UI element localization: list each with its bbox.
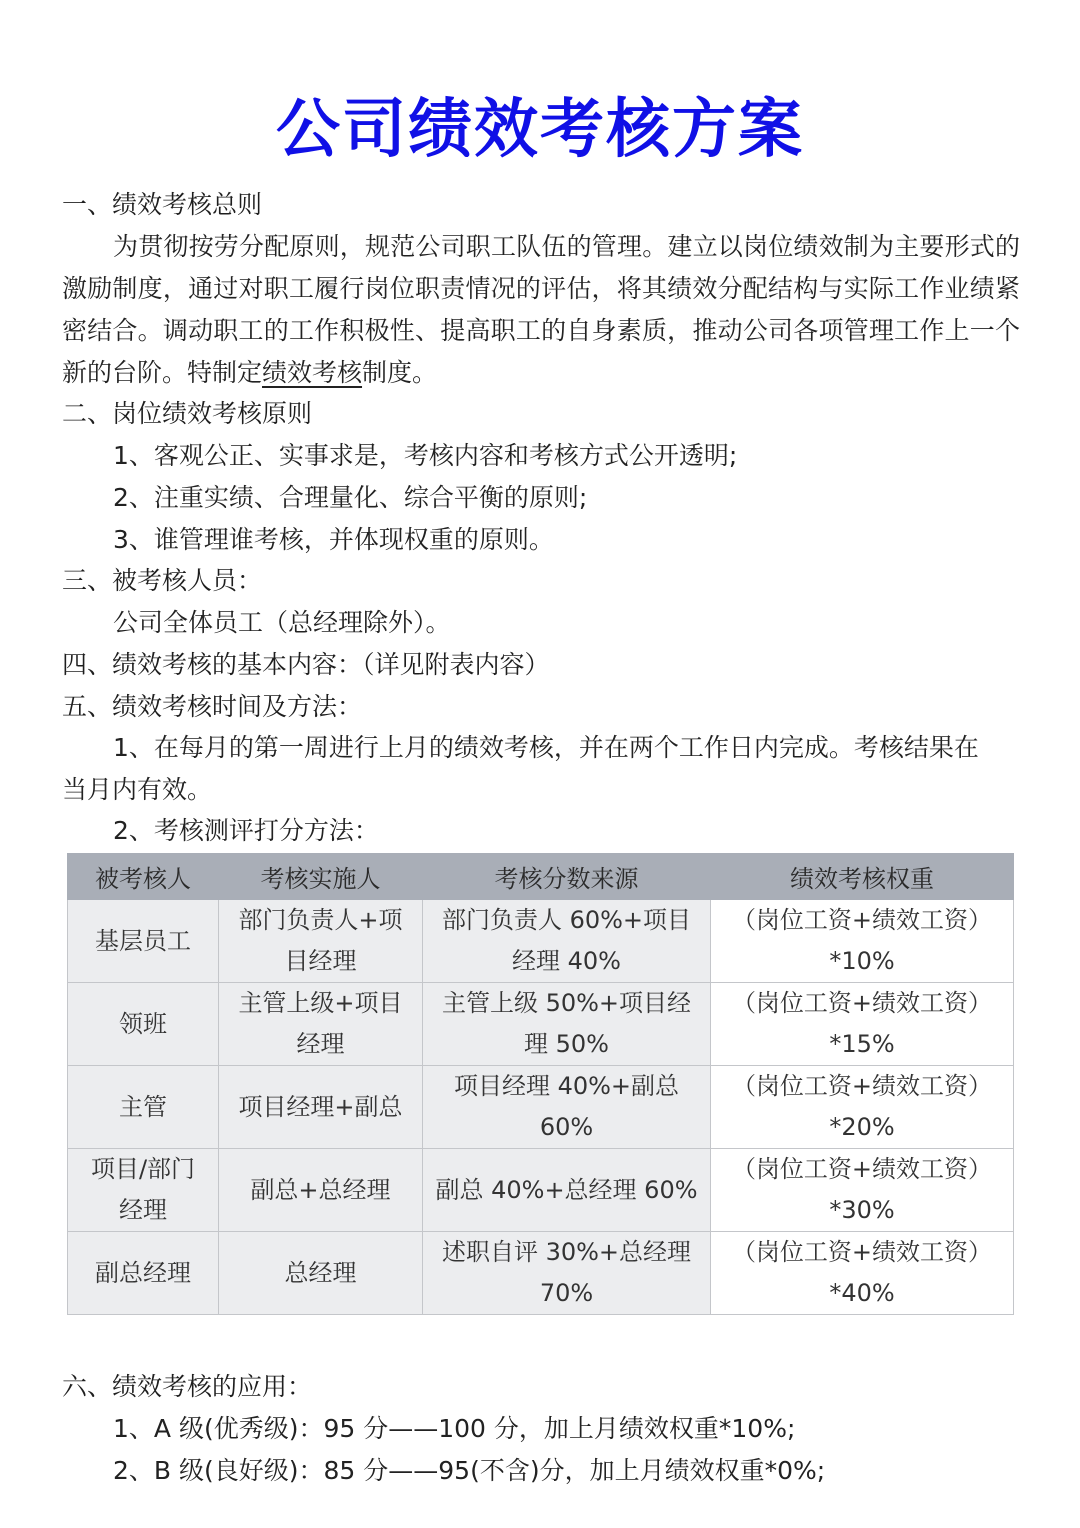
section-1-text: 为贯彻按劳分配原则，规范公司职工队伍的管理。建立以岗位绩效制为主要形式的激励制度，通过对职工履行岗位职责情况的评估，将其绩效分配结构与实际工作业绩紧密结合。调动职工的工作积极性、提高职工的自身素质，推动公司各项管理工作上一个新的台阶。特制定 bbox=[62, 232, 1020, 387]
cell-weight bbox=[711, 1149, 1014, 1232]
header-weight: 绩效考核权重 bbox=[711, 854, 1014, 900]
cell-text: 项目经理 40%+副总 bbox=[453, 1072, 680, 1100]
cell-assessor bbox=[219, 1149, 423, 1232]
header-assessee: 被考核人 bbox=[68, 854, 219, 900]
cell-weight bbox=[711, 983, 1014, 1066]
cell-text: 目经理 bbox=[284, 947, 357, 975]
cell-assessor bbox=[219, 1066, 423, 1149]
cell-assessor bbox=[219, 1232, 423, 1315]
cell-text: 副总+总经理 bbox=[250, 1175, 391, 1204]
section-5-heading: 五、绩效考核时间及方法： bbox=[62, 692, 363, 721]
cell-text: 述职自评 30%+总经理 bbox=[441, 1238, 692, 1266]
cell-text: （岗位工资+绩效工资） bbox=[731, 1155, 993, 1183]
section-1-paragraph bbox=[62, 226, 1020, 394]
cell-text: 部门负责人 60%+项目 bbox=[441, 906, 692, 934]
grade-item: 2、B 级(良好级)：85 分——95(不含)分，加上月绩效权重*0%; bbox=[113, 1456, 826, 1485]
cell-text: 经理 bbox=[296, 1030, 345, 1058]
cell-text: （岗位工资+绩效工资） bbox=[731, 1072, 993, 1100]
cell-assessee bbox=[68, 1232, 219, 1315]
cell-text: *30% bbox=[829, 1196, 895, 1224]
cell-text: 项目/部门 bbox=[90, 1155, 196, 1183]
section-2-heading: 二、岗位绩效考核原则 bbox=[62, 399, 313, 428]
cell-assessor bbox=[219, 900, 423, 983]
cell-weight bbox=[711, 1066, 1014, 1149]
cell-text: 主管上级 50%+项目经 bbox=[441, 989, 692, 1017]
header-assessor: 考核实施人 bbox=[219, 854, 423, 900]
cell-score-source bbox=[423, 1149, 711, 1232]
cell-weight bbox=[711, 1232, 1014, 1315]
table-row bbox=[68, 1149, 1014, 1232]
performance-review-link[interactable]: 绩效考核 bbox=[262, 358, 363, 387]
cell-score-source bbox=[423, 1066, 711, 1149]
section-1-heading: 一、绩效考核总则 bbox=[62, 190, 263, 219]
section-1-text-end: 制度。 bbox=[362, 358, 438, 387]
cell-text: （岗位工资+绩效工资） bbox=[731, 1238, 993, 1266]
principle-item: 1、客观公正、实事求是，考核内容和考核方式公开透明; bbox=[113, 441, 738, 470]
cell-text: 理 50% bbox=[524, 1030, 609, 1058]
cell-assessee bbox=[68, 900, 219, 983]
principle-item: 3、谁管理谁考核，并体现权重的原则。 bbox=[113, 525, 554, 554]
cell-assessee bbox=[68, 983, 219, 1066]
cell-score-source bbox=[423, 900, 711, 983]
cell-text: 总经理 bbox=[284, 1258, 357, 1287]
cell-text: 主管 bbox=[119, 1092, 167, 1121]
cell-score-source bbox=[423, 1232, 711, 1315]
table-row bbox=[68, 900, 1014, 983]
cell-text: 经理 bbox=[119, 1196, 167, 1224]
cell-weight bbox=[711, 900, 1014, 983]
principle-item: 2、注重实绩、合理量化、综合平衡的原则; bbox=[113, 483, 588, 512]
cell-text: 项目经理+副总 bbox=[238, 1092, 403, 1121]
table-row bbox=[68, 1066, 1014, 1149]
cell-text: （岗位工资+绩效工资） bbox=[731, 989, 993, 1017]
cell-text: 部门负责人+项 bbox=[238, 906, 403, 934]
cell-text: *10% bbox=[829, 947, 895, 975]
cell-text: 70% bbox=[539, 1279, 594, 1307]
cell-text: 经理 40% bbox=[512, 947, 621, 975]
cell-text: 副总经理 bbox=[95, 1258, 191, 1287]
cell-text: *40% bbox=[829, 1279, 895, 1307]
cell-text: （岗位工资+绩效工资） bbox=[731, 906, 993, 934]
cell-text: 主管上级+项目 bbox=[238, 989, 403, 1017]
cell-assessee bbox=[68, 1149, 219, 1232]
grade-item: 1、A 级(优秀级)：95 分——100 分，加上月绩效权重*10%; bbox=[113, 1414, 796, 1443]
cell-text: 基层员工 bbox=[95, 926, 191, 955]
document-title: 公司绩效考核方案 bbox=[276, 93, 804, 167]
table-row bbox=[68, 983, 1014, 1066]
cell-assessor bbox=[219, 983, 423, 1066]
cell-score-source bbox=[423, 983, 711, 1066]
method-item-1-continued: 当月内有效。 bbox=[62, 775, 213, 804]
cell-text: 60% bbox=[539, 1113, 594, 1141]
method-item-1: 1、在每月的第一周进行上月的绩效考核，并在两个工作日内完成。考核结果在 bbox=[113, 733, 979, 762]
scoring-method-table bbox=[67, 853, 1014, 1315]
cell-assessee bbox=[68, 1066, 219, 1149]
cell-text: *15% bbox=[829, 1030, 895, 1058]
cell-text: *20% bbox=[829, 1113, 895, 1141]
section-3-heading: 三、被考核人员： bbox=[62, 566, 263, 595]
header-score-source: 考核分数来源 bbox=[423, 854, 711, 900]
table-header-row bbox=[68, 854, 1014, 900]
cell-text: 副总 40%+总经理 60% bbox=[435, 1175, 698, 1204]
cell-text: 领班 bbox=[119, 1009, 167, 1038]
section-6-heading: 六、绩效考核的应用： bbox=[62, 1372, 313, 1401]
section-4-heading: 四、绩效考核的基本内容：（详见附表内容） bbox=[62, 650, 550, 679]
table-row bbox=[68, 1232, 1014, 1315]
section-3-content: 公司全体员工（总经理除外）。 bbox=[113, 608, 451, 637]
method-item-2: 2、考核测评打分方法： bbox=[113, 816, 379, 845]
